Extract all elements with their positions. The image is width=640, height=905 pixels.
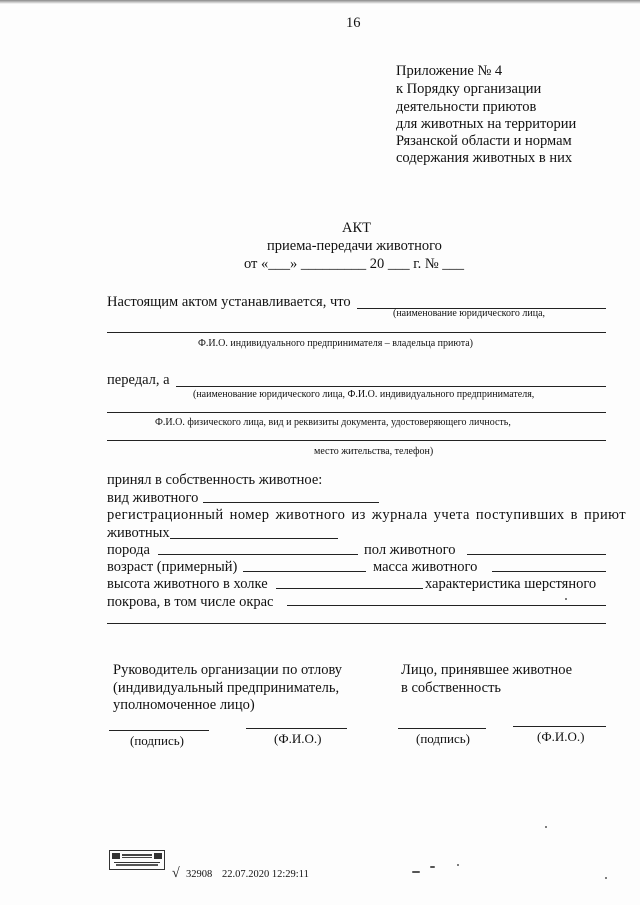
breed-label: порода [107, 542, 150, 558]
hint-legal-entity: (наименование юридического лица, [393, 308, 546, 319]
scan-speck [605, 877, 607, 879]
scan-speck [565, 598, 567, 600]
age-field[interactable] [243, 571, 366, 572]
appendix-line: Приложение № 4 [396, 63, 503, 79]
species-label: вид животного [107, 490, 199, 506]
weight-field[interactable] [492, 571, 606, 572]
sex-field[interactable] [467, 554, 606, 555]
hint-residence: место жительства, телефон) [314, 446, 434, 457]
coat-field-line2[interactable] [107, 623, 606, 624]
height-field[interactable] [276, 588, 423, 589]
scan-speck [412, 871, 420, 873]
footer-doc-id: 32908 [186, 869, 213, 880]
signatory-left-line: Руководитель организации по отлову [113, 662, 343, 678]
appendix-line: деятельности приютов [396, 99, 537, 115]
accepted-text: принял в собственность животное: [107, 472, 323, 488]
reg-number-field[interactable] [170, 538, 338, 539]
hint-legal-entity-ie: (наименование юридического лица, Ф.И.О. индивидуального предпринимателя, [193, 389, 535, 400]
footer-timestamp: 22.07.2020 12:29:11 [222, 869, 309, 880]
signatory-left-line: уполномоченное лицо) [113, 697, 255, 713]
appendix-line: для животных на территории [396, 116, 577, 132]
intro-text: Настоящим актом устанавливается, что [107, 294, 351, 310]
recipient-field[interactable] [176, 386, 606, 387]
signature-field-right[interactable] [398, 728, 486, 729]
document-title: АКТ [342, 220, 371, 236]
signature-field-left[interactable] [109, 730, 209, 731]
hint-person-document: Ф.И.О. физического лица, вид и реквизиты документа, удостоверяющего личность, [155, 417, 511, 428]
scan-top-edge [0, 0, 640, 4]
document-subtitle: приема-передачи животного [267, 238, 442, 254]
signature-label-right: (подпись) [416, 731, 470, 746]
signatory-right-line: Лицо, принявшее животное [401, 662, 573, 678]
species-field[interactable] [203, 502, 379, 503]
registration-stamp-icon [109, 850, 165, 870]
name-label-right: (Ф.И.О.) [537, 729, 585, 744]
recipient-field-line3[interactable] [107, 440, 606, 441]
appendix-line: к Порядку организации [396, 81, 542, 97]
signatory-left-line: (индивидуальный предприниматель, [113, 680, 340, 696]
appendix-line: содержания животных в них [396, 150, 573, 166]
coat-label: характеристика шерстяного [425, 576, 597, 592]
coat-field[interactable] [287, 605, 606, 606]
signatory-right-line: в собственность [401, 680, 502, 696]
signature-label-left: (подпись) [130, 733, 184, 748]
scan-speck [457, 864, 459, 866]
scan-speck [430, 866, 435, 868]
transferor-field-line2[interactable] [107, 332, 606, 333]
age-label: возраст (примерный) [107, 559, 238, 575]
breed-field[interactable] [158, 554, 358, 555]
hint-shelter-owner: Ф.И.О. индивидуального предпринимателя – владельца приюта) [198, 338, 473, 349]
name-label-left: (Ф.И.О.) [274, 731, 322, 746]
name-field-right[interactable] [513, 726, 606, 727]
recipient-field-line2[interactable] [107, 412, 606, 413]
appendix-line: Рязанской области и нормам [396, 133, 572, 149]
weight-label: масса животного [373, 559, 478, 575]
reg-number-label: регистрационный номер животного из журнала учета поступивших в приют [107, 507, 627, 523]
scan-speck [545, 826, 547, 828]
coat-label-line2: покрова, в том числе окрас [107, 594, 274, 610]
doc-id-icon: √ [172, 866, 180, 881]
transferred-text: передал, а [107, 372, 170, 388]
name-field-left[interactable] [246, 728, 347, 729]
reg-number-label-line2: животных [107, 525, 170, 541]
height-label: высота животного в холке [107, 576, 268, 592]
date-number-line: от «___» _________ 20 ___ г. № ___ [244, 256, 465, 272]
page-number: 16 [346, 15, 361, 31]
sex-label: пол животного [364, 542, 456, 558]
